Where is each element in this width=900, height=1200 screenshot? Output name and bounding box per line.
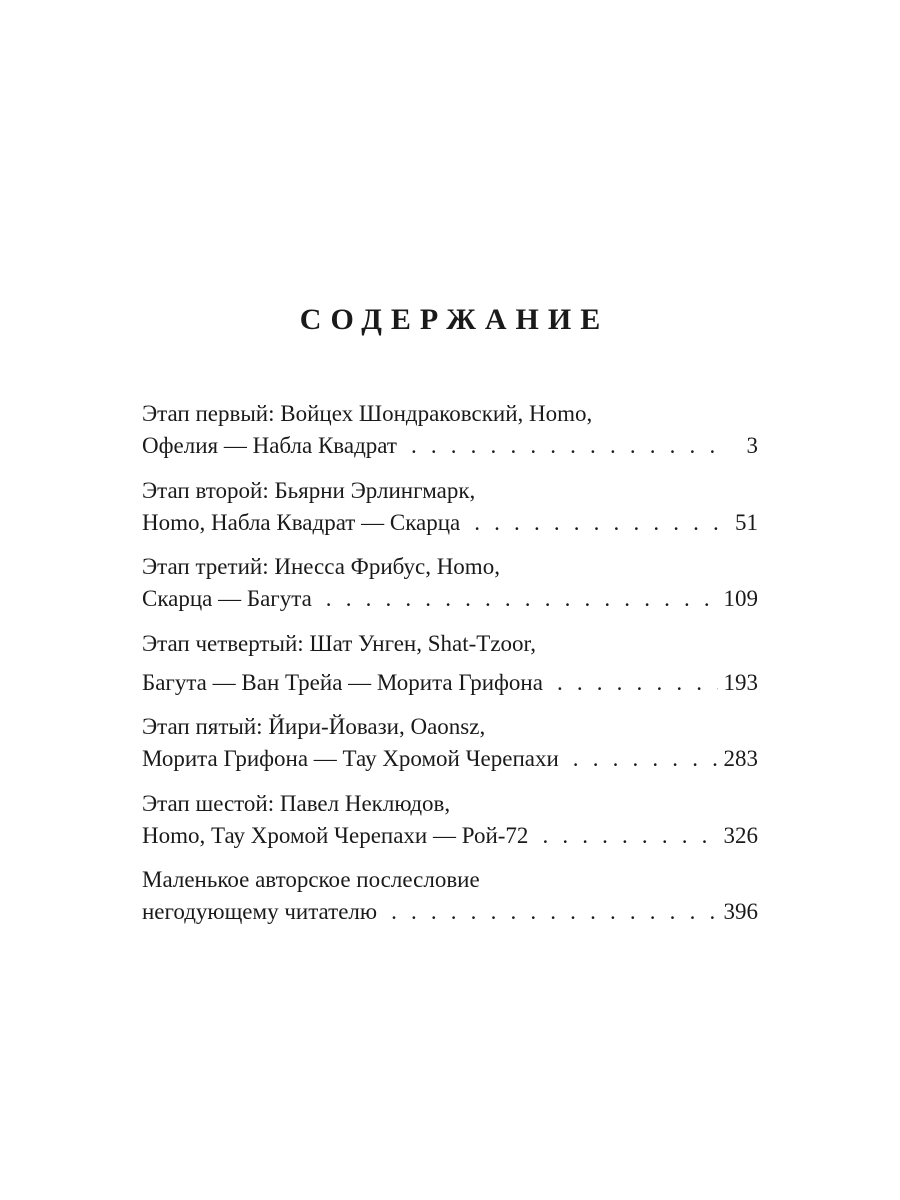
toc-entry-subtitle: Homo, Набла Квадрат — Скарца bbox=[142, 509, 461, 535]
toc-entry-1[interactable] bbox=[142, 398, 758, 462]
toc-entry-subtitle-row bbox=[142, 896, 758, 928]
toc-entry-title: Маленькое авторское послесловие bbox=[142, 867, 480, 892]
dot-leader bbox=[542, 820, 717, 852]
toc-page-number: 396 bbox=[723, 899, 758, 924]
toc-page-number: 283 bbox=[723, 746, 758, 771]
toc-entry-subtitle-row bbox=[142, 667, 758, 699]
toc-page-number: 109 bbox=[723, 586, 758, 611]
toc-entry-subtitle-row bbox=[142, 743, 758, 775]
toc-entry-subtitle-row bbox=[142, 430, 758, 462]
toc-page-number: 326 bbox=[723, 822, 758, 848]
toc-entry-subtitle-row bbox=[142, 820, 758, 852]
toc-entry-subtitle: Скарца — Багута bbox=[142, 586, 312, 611]
toc-entry-title: Этап третий: Инесса Фрибус, Homo, bbox=[142, 554, 500, 579]
toc-entry-subtitle: Морита Грифона — Тау Хромой Черепахи bbox=[142, 746, 559, 771]
toc-entry-2[interactable] bbox=[142, 475, 758, 539]
toc-entry-subtitle: Багута — Ван Трейа — Морита Грифона bbox=[142, 669, 543, 695]
dot-leader bbox=[573, 743, 718, 775]
toc-entry-subtitle: негодующему читателю bbox=[142, 899, 378, 924]
toc-page-number: 51 bbox=[735, 509, 758, 535]
toc-page-number: 193 bbox=[723, 669, 758, 695]
dot-leader bbox=[411, 430, 718, 462]
toc-entry-subtitle-row bbox=[142, 583, 758, 615]
dot-leader bbox=[326, 583, 718, 615]
toc-entry-6[interactable] bbox=[142, 788, 758, 852]
toc-entry-title: Этап четвертый: Шат Унген, Shat-Tzoor, bbox=[142, 630, 537, 656]
dot-leader bbox=[557, 667, 718, 699]
toc-entry-title: Этап шестой: Павел Неклюдов, bbox=[142, 790, 451, 816]
toc-entry-4[interactable] bbox=[142, 628, 758, 699]
table-of-contents bbox=[142, 398, 758, 928]
toc-entry-5[interactable] bbox=[142, 711, 758, 775]
toc-entry-subtitle: Офелия — Набла Квадрат bbox=[142, 433, 397, 458]
toc-entry-title: Этап пятый: Йири-Йовази, Oaonsz, bbox=[142, 714, 486, 739]
toc-entry-3[interactable] bbox=[142, 551, 758, 615]
dot-leader bbox=[474, 507, 718, 539]
toc-entry-subtitle: Homo, Тау Хромой Черепахи — Рой-72 bbox=[142, 822, 529, 848]
toc-entry-7[interactable] bbox=[142, 864, 758, 928]
toc-page-number: 3 bbox=[746, 433, 758, 458]
page-title: СОДЕРЖАНИЕ bbox=[299, 303, 610, 336]
toc-entry-title: Этап второй: Бьярни Эрлингмарк, bbox=[142, 477, 476, 503]
toc-entry-subtitle-row bbox=[142, 507, 758, 539]
dot-leader bbox=[391, 896, 717, 928]
toc-entry-title: Этап первый: Войцех Шондраковский, Homo, bbox=[142, 401, 593, 426]
